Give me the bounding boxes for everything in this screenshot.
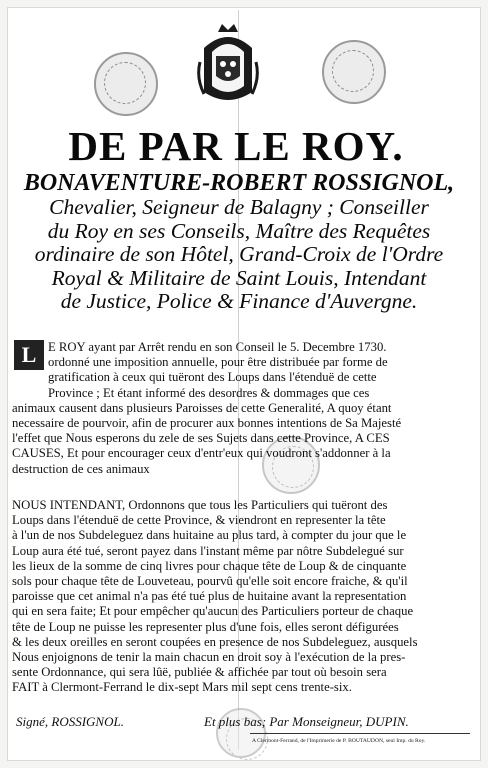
text-line: l'effet que Nous esperons du zele de ses Sujets dans cette Province, A CES — [12, 431, 390, 446]
intendant-name: BONAVENTURE-ROBERT ROSSIGNOL, — [23, 170, 455, 196]
proclamation-heading: DE PAR LE ROY. — [68, 123, 404, 169]
royal-coat-of-arms-icon — [196, 22, 260, 106]
ordinance-paragraph — [12, 498, 472, 696]
signature-dupin: Et plus bas; Par Monseigneur, DUPIN. — [204, 714, 409, 729]
imprint-rule — [250, 733, 470, 734]
text-line: E ROY ayant par Arrêt rendu en son Conseil le 5. Decembre 1730. — [48, 340, 387, 354]
printer-imprint: A Clermont-Ferrand, de l'Imprimerie de P. BOUTAUDON, seul Imp. du Roy. — [252, 738, 426, 744]
title-line: Chevalier, Seigneur de Balagny ; Conseiller — [49, 195, 429, 219]
text-line: les lieux de la somme de cinq livres pour chaque tête de Loup & de cinquante — [12, 558, 407, 573]
text-line: CAUSES, Et pour encourager ceux d'entr'eux qui voudront s'addonner à la — [12, 446, 391, 461]
signature-block — [16, 714, 468, 730]
intendant-titles — [14, 196, 464, 314]
text-line: Province ; Et étant informé des desordres & dommages que ces — [48, 385, 370, 400]
text-line: sols pour chaque tête de Louveteau, pourvû qu'elle soit encore fraiche, & qu'il — [12, 574, 408, 589]
text-line: qui en sera faite; Et pour empêcher qu'aucun des Particuliers porteur de chaque — [12, 604, 414, 619]
text-line: & les deux oreilles en seront coupées en presence de nos Subdeleguez, ausquels — [12, 634, 418, 649]
text-line: à l'un de nos Subdeleguez dans huitaine au plus tard, à compter du jour que le — [12, 528, 407, 543]
text-line: FAIT à Clermont-Ferrand le dix-sept Mars mil sept cens trente-six. — [12, 680, 352, 695]
text-line: ordonné une imposition annuelle, pour être distribuée par forme de — [48, 355, 388, 370]
text-line: Loups dans l'étenduë de cette Province, & viendront en representer la tête — [12, 513, 386, 528]
ornamental-dropcap: L — [14, 340, 44, 370]
text-line: gratification à ceux qui tuëront des Loups dans l'étenduë de cette — [48, 370, 377, 385]
text-line: paroisse que cet animal n'a pas été tué plus de huitaine avant la representation — [12, 589, 407, 604]
title-line: Royal & Militaire de Saint Louis, Intendant — [51, 265, 427, 290]
right-seal-stamp — [322, 40, 386, 104]
title-line: du Roy en ses Conseils, Maître des Requêtes — [47, 218, 431, 243]
text-line: Loup aura été tué, seront payez dans l'instant même par nôtre Subdelegué sur — [12, 543, 404, 558]
title-line: de Justice, Police & Finance d'Auvergne. — [60, 289, 418, 313]
text-line: necessaire de pourvoir, afin de procurer aux bonnes intentions de Sa Majesté — [12, 416, 402, 431]
left-seal-stamp — [94, 52, 158, 116]
text-line: tête de Loup ne puisse les representer plus d'une fois, elles seront défigurées — [12, 619, 399, 634]
text-line: sente Ordonnance, qui sera lûë, publiée & affichée par tout où besoin sera — [12, 665, 387, 680]
text-line: Nous enjoignons de tenir la main chacun en droit soy à l'exécution de la pres- — [12, 650, 406, 665]
signature-rossignol: Signé, ROSSIGNOL. — [16, 714, 124, 729]
text-line: NOUS INTENDANT, Ordonnons que tous les Particuliers qui tuëront des — [12, 498, 388, 512]
title-line: ordinaire de son Hôtel, Grand-Croix de l'Ordre — [34, 242, 444, 266]
preamble-paragraph — [12, 340, 472, 477]
text-line: destruction de ces animaux — [12, 461, 150, 476]
text-line: animaux causent dans plusieurs Paroisses de cette Generalité, A quoy étant — [12, 400, 392, 415]
